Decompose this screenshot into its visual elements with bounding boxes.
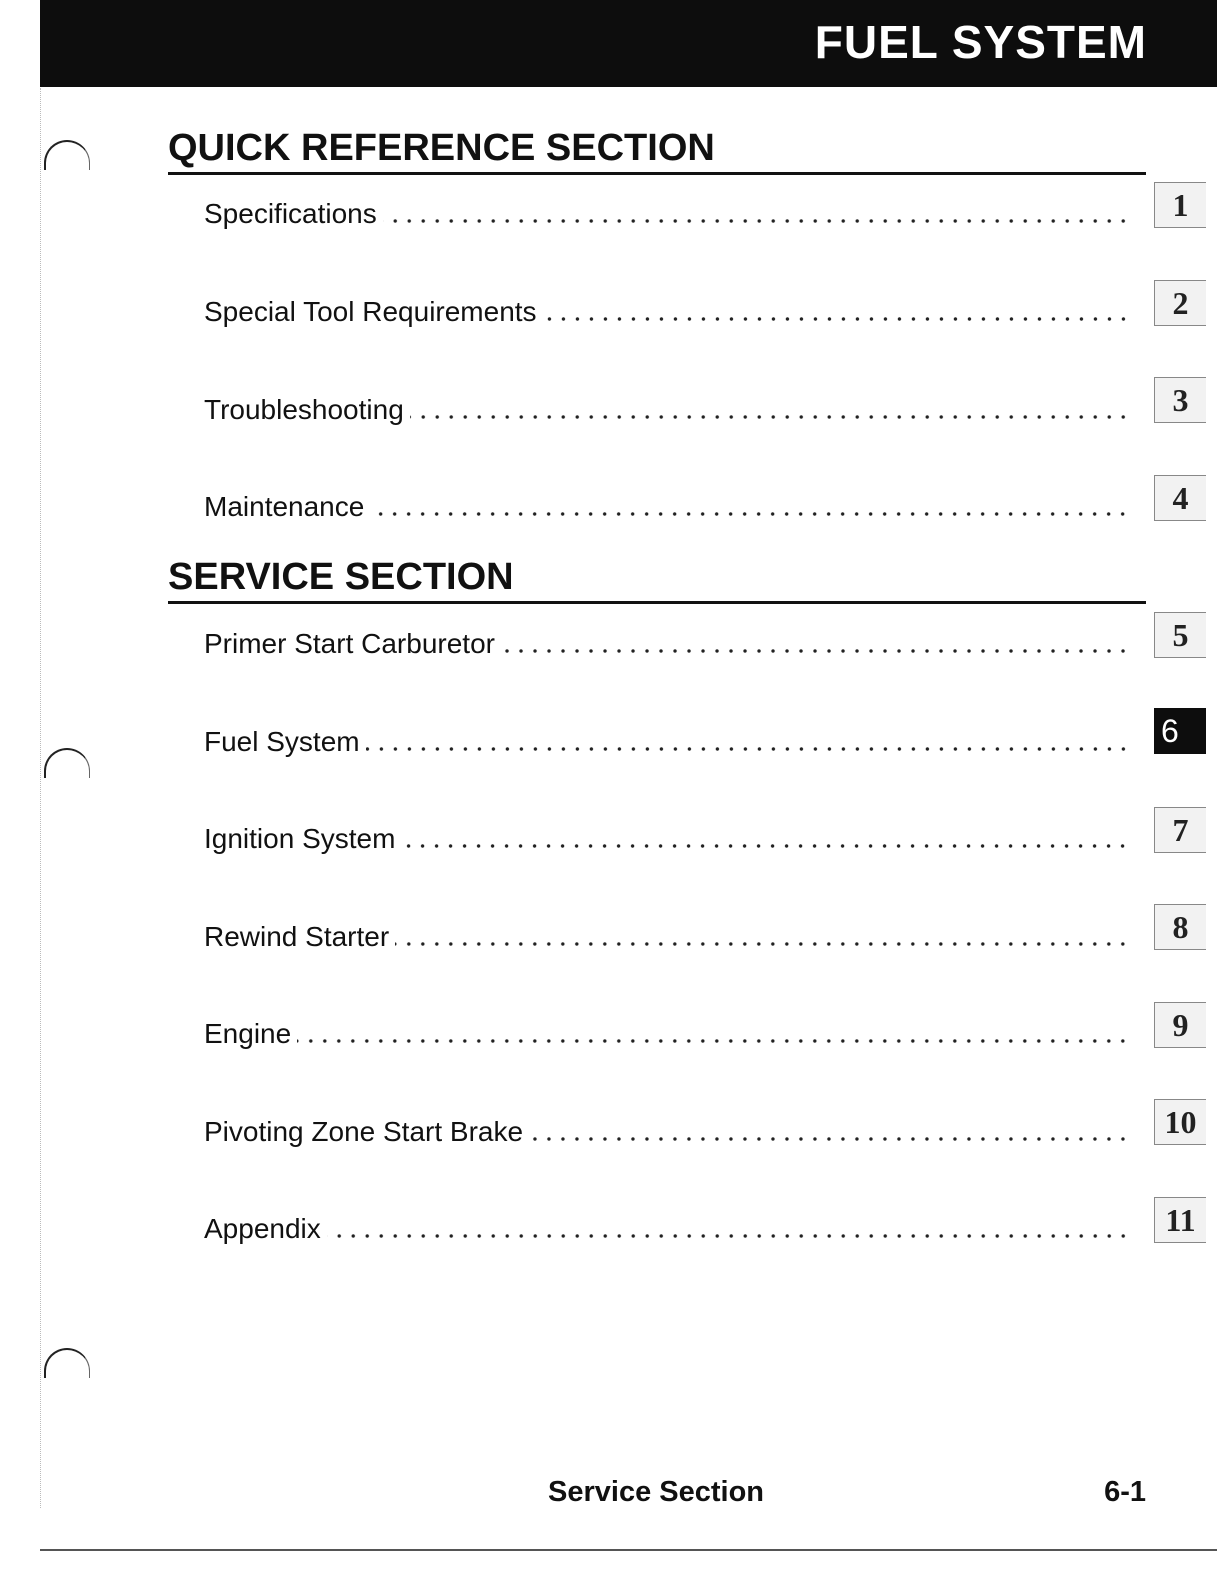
dot-leader: [401, 835, 1130, 857]
tab-3[interactable]: 3: [1154, 377, 1206, 423]
toc-item-special-tool-requirements[interactable]: [204, 294, 1130, 330]
dot-leader: [327, 1225, 1130, 1247]
binder-hole-icon: [44, 1348, 90, 1378]
page-edge: [40, 88, 41, 1508]
tab-6-active[interactable]: 6: [1154, 708, 1206, 754]
tab-5[interactable]: 5: [1154, 612, 1206, 658]
tab-8[interactable]: 8: [1154, 904, 1206, 950]
toc-item-maintenance[interactable]: [204, 489, 1130, 525]
footer-page-number: 6-1: [1104, 1476, 1146, 1508]
header-bar: [40, 0, 1217, 87]
dot-leader: [383, 210, 1130, 232]
toc-item-label: Troubleshooting: [204, 394, 404, 425]
tab-4[interactable]: 4: [1154, 475, 1206, 521]
toc-item-label: Primer Start Carburetor: [204, 628, 495, 659]
dot-leader: [395, 933, 1130, 955]
toc-item-specifications[interactable]: [204, 196, 1130, 232]
toc-item-label: Rewind Starter: [204, 921, 390, 952]
tab-10[interactable]: 10: [1154, 1099, 1206, 1145]
section-heading-service: SERVICE SECTION: [168, 555, 1146, 604]
toc-item-label: Maintenance: [204, 491, 365, 522]
tab-9[interactable]: 9: [1154, 1002, 1206, 1048]
toc-item-troubleshooting[interactable]: [204, 392, 1130, 428]
dot-leader: [370, 503, 1130, 525]
toc-item-pivoting-zone-start-brake[interactable]: [204, 1114, 1130, 1150]
binder-hole-icon: [44, 748, 90, 778]
dot-leader: [543, 308, 1130, 330]
toc-item-label: Pivoting Zone Start Brake: [204, 1116, 524, 1147]
toc-item-engine[interactable]: [204, 1016, 1130, 1052]
dot-leader: [501, 640, 1130, 662]
binder-hole-icon: [44, 140, 90, 170]
toc-item-label: Specifications: [204, 198, 377, 229]
toc-item-fuel-system[interactable]: [204, 724, 1130, 760]
footer-section-label: Service Section: [548, 1476, 764, 1508]
dot-leader: [529, 1128, 1130, 1150]
footer-divider: [40, 1549, 1217, 1551]
tab-2[interactable]: 2: [1154, 280, 1206, 326]
section-heading-quick-reference: QUICK REFERENCE SECTION: [168, 126, 1146, 175]
dot-leader: [366, 738, 1130, 760]
page-title: FUEL SYSTEM: [814, 16, 1147, 68]
toc-item-label: Ignition System: [204, 823, 396, 854]
tab-11[interactable]: 11: [1154, 1197, 1206, 1243]
dot-leader: [410, 406, 1130, 428]
tab-7[interactable]: 7: [1154, 807, 1206, 853]
toc-item-label: Fuel System: [204, 726, 360, 757]
dot-leader: [297, 1030, 1130, 1052]
tab-1[interactable]: 1: [1154, 182, 1206, 228]
toc-item-ignition-system[interactable]: [204, 821, 1130, 857]
toc-item-label: Engine: [204, 1018, 292, 1049]
toc-item-rewind-starter[interactable]: [204, 919, 1130, 955]
toc-item-label: Appendix: [204, 1213, 321, 1244]
toc-item-label: Special Tool Requirements: [204, 296, 537, 327]
toc-item-primer-start-carburetor[interactable]: [204, 626, 1130, 662]
toc-item-appendix[interactable]: [204, 1211, 1130, 1247]
